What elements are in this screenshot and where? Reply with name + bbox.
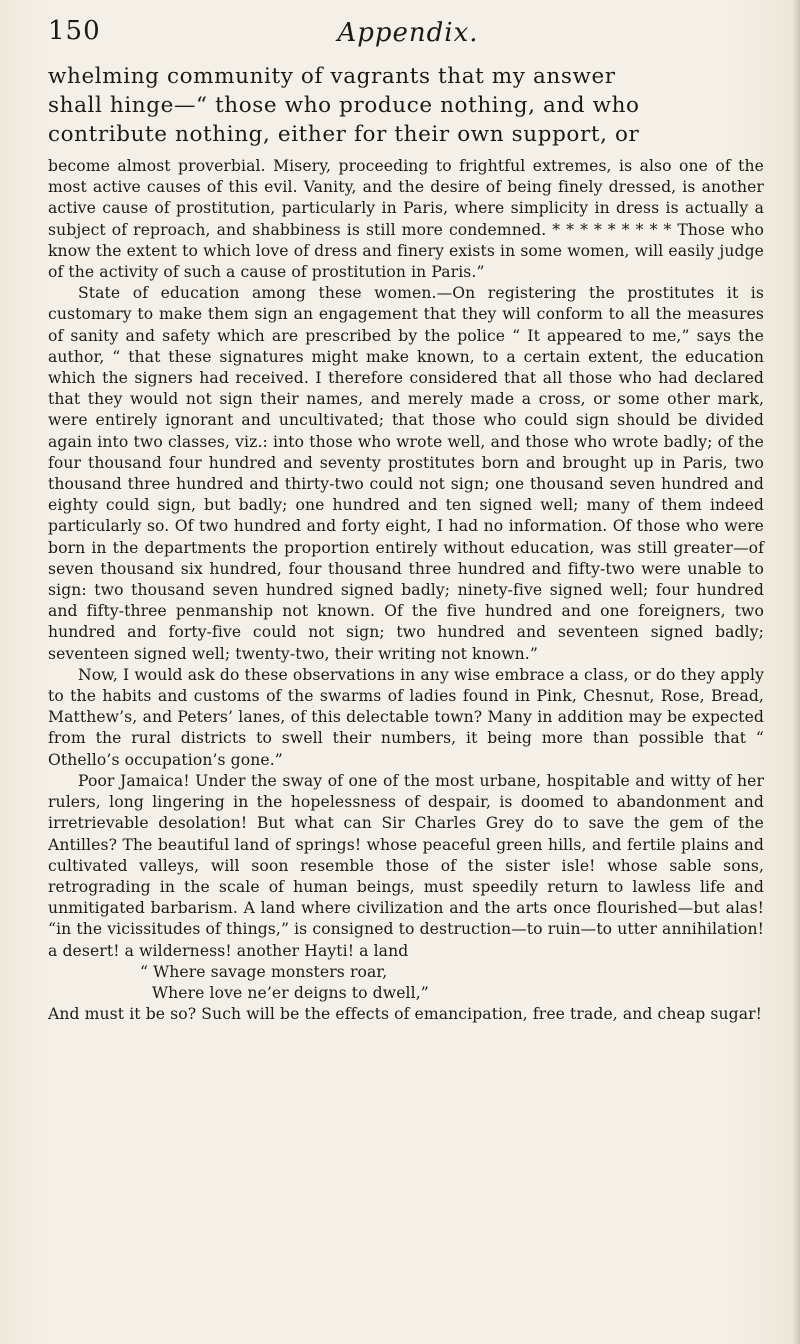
paragraph-conclusion: And must it be so? Such will be the effects of emancipation, free trade, and cheap sugar! [48, 1005, 763, 1024]
running-head: Appendix. [337, 18, 479, 48]
paragraph-education: State of education among these women.—On registering the prostitutes it is customary to make them sign an engagement that they will conform to all the measures of sanity and safety which are prescribed by the police “ It appeared to me,” says the author, “ that these signatures might make known, to a certain extent, the education which the signers had received. I therefore considered that all those who had declared that they would not sign their names, and merely made a cross, or some other mark, were entirely ignorant and uncultivated; that those who could sign should be divided again into two classes, viz.: into those who wrote well, and those who wrote badly; of the four thousand four hundred and seventy prostitutes born and brought up in Paris, two thousand three hundred and thirty-two could not sign; one thousand seven hundred and eighty could sign, but badly; one hundred and ten signed well; many of them indeed particularly so. Of two hundred and forty eight, I had no information. Of those who were born in the departments the proportion entirely without education, was still greater—of seven thousand six hundred, four thousand three hundred and fifty-two were unable to sign: two thousand seven hundred signed badly; ninety-five signed well; four hundred and fifty-three penmanship not known. Of the five hundred and one foreigners, two hundred and forty-five could not sign; two hundred and seventeen signed badly; seventeen signed well; twenty-two, their writing not known.” [48, 284, 764, 663]
body-text [48, 156, 764, 1025]
paragraph-misery: become almost proverbial. Misery, proceeding to frightful extremes, is also one of the most active causes of this evil. Vanity, and the desire of being finely dressed, is another active cause of prostitution, particularly in Paris, where simplicity in dress is actually a subject of reproach, and shabbiness is still more condemned. * * * * * * * * * Those who know the extent to which love of dress and finery exists in some women, will easily judge of the activity of such a cause of prostitution in Paris.” [48, 157, 764, 282]
lead-line: contribute nothing, either for their own support, or [48, 122, 640, 147]
lead-line: whelming community of vagrants that my answer [48, 64, 616, 89]
page-edge-shadow [792, 0, 800, 1344]
lead-line: shall hinge—“ those who produce nothing, and who [48, 93, 640, 118]
paragraph-jamaica: Poor Jamaica! Under the sway of one of the most urbane, hospitable and witty of her rulers, long lingering in the hopelessness of despair, is doomed to abandonment and irretrievable desolation! But what can Sir Charles Grey do to save the gem of the Antilles? The beautiful land of springs! whose peaceful green hills, and fertile plains and cultivated valleys, will soon resemble those of the sister isle! whose sable sons, retrograding in the scale of human beings, must speedily return to lawless life and unmitigated barbarism. A land where civilization and the arts once flourished—but alas! “in the vicissitudes of things,” is consigned to destruction—to ruin—to utter annihilation! a desert! a wilderness! another Hayti! a land [48, 771, 764, 960]
verse-line: Where love ne’er deigns to dwell,” [152, 983, 429, 1002]
paragraph-observations: Now, I would ask do these observations in any wise embrace a class, or do they apply to the habits and customs of the swarms of ladies found in Pink, Chesnut, Rose, Bread, Matthew’s, and Peters’ lanes, of this delectable town? Many in addition may be expected from the rural districts to swell their numbers, it being more than possible that “ Othello’s occupation’s gone.” [48, 665, 764, 769]
page-number: 150 [48, 16, 101, 46]
lead-paragraph [48, 62, 760, 149]
page-header [48, 16, 768, 56]
verse-line: “ Where savage monsters roar, [140, 962, 388, 981]
